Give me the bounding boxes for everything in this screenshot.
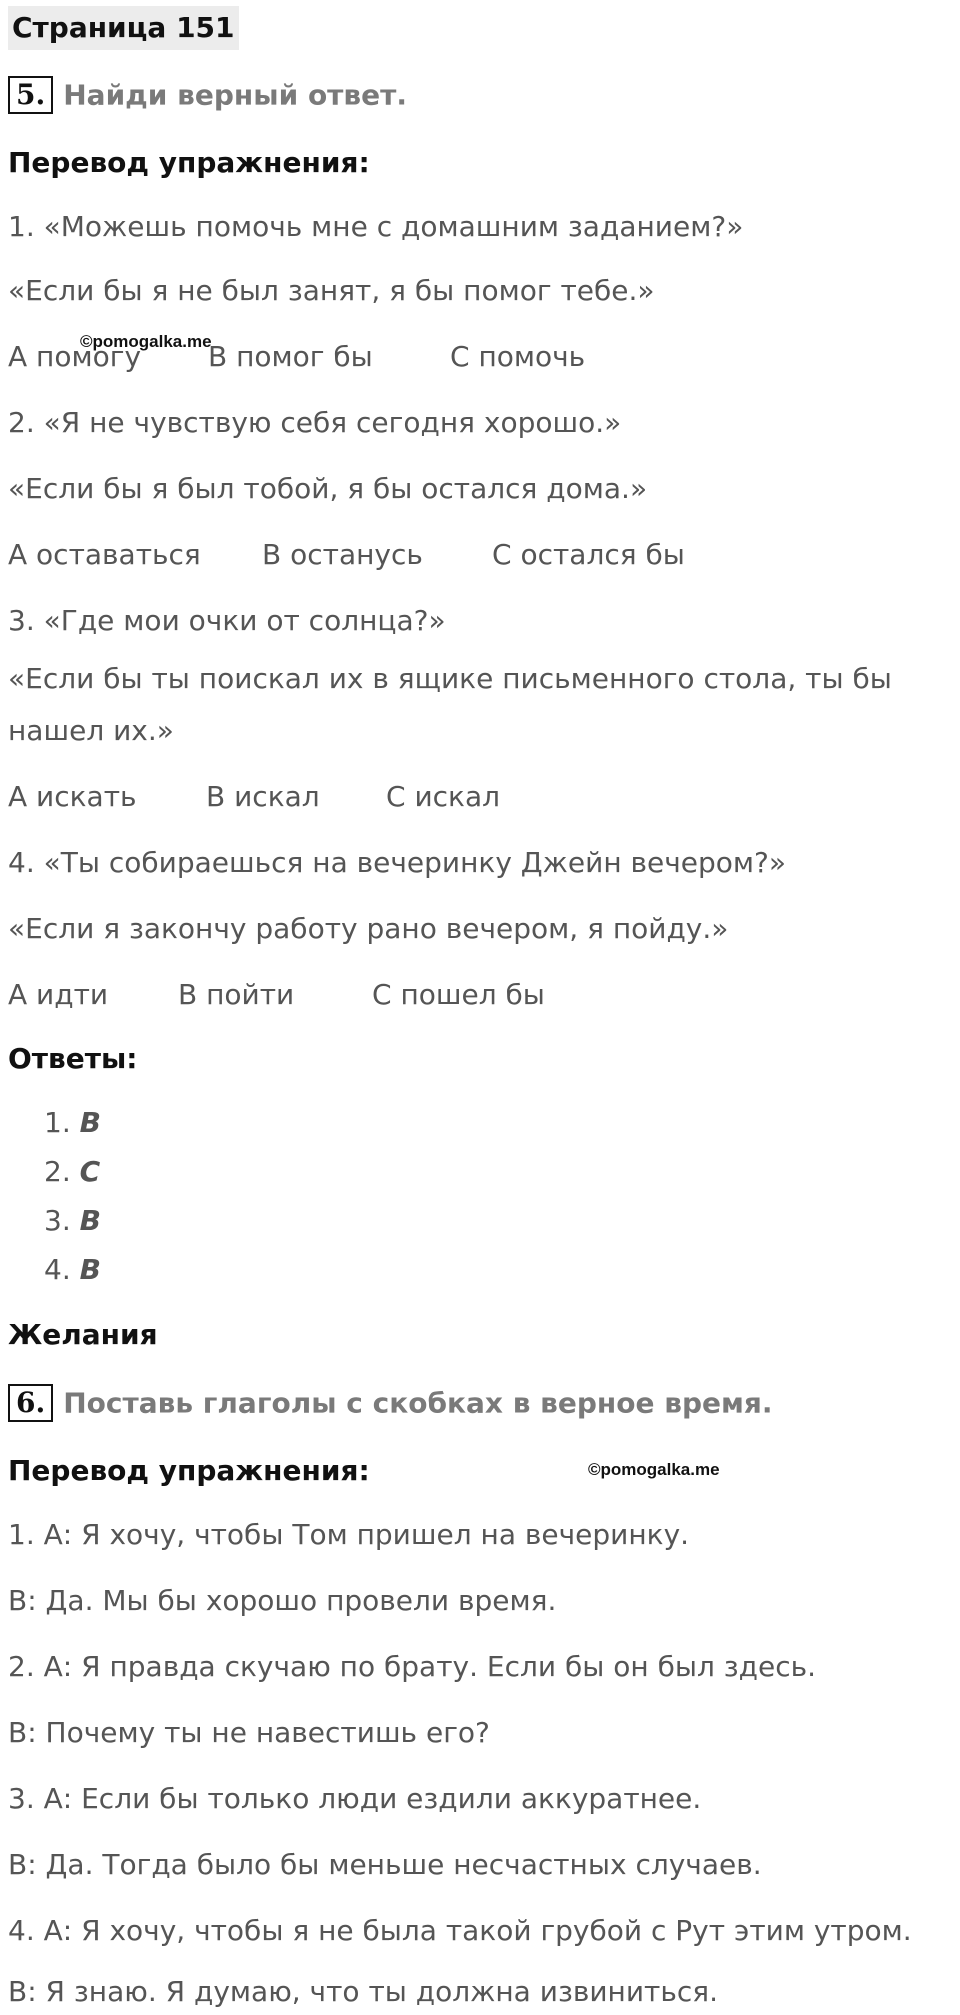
ex5-translation-heading: Перевод упражнения: — [8, 146, 370, 179]
answer-1-value: B — [79, 1106, 101, 1139]
ex5-line-8: 4. «Ты собираешься на вечеринку Джейн вечером?» — [8, 846, 787, 879]
exercise-5-header — [8, 76, 407, 114]
answer-3-value: B — [79, 1204, 101, 1237]
ex5-q2-option-a: А оставаться — [8, 538, 201, 571]
ex5-q2-option-c: С остался бы — [492, 538, 685, 571]
ex5-q2-option-b: В останусь — [262, 538, 423, 571]
ex5-q1-option-c: С помочь — [450, 340, 586, 373]
exercise-6-number: 6. — [8, 1384, 53, 1422]
answer-4 — [44, 1253, 101, 1286]
ex6-line-4: B: Почему ты не навестишь его? — [8, 1716, 490, 1749]
ex5-line-3: 2. «Я не чувствую себя сегодня хорошо.» — [8, 406, 622, 439]
ex5-q3-option-a: А искать — [8, 780, 137, 813]
ex6-line-8: B: Я знаю. Я думаю, что ты должна извиниться. — [8, 1975, 718, 2008]
exercise-6-header — [8, 1384, 773, 1422]
exercise-5-instruction: Найди верный ответ. — [63, 78, 407, 112]
watermark-2: ©pomogalka.me — [588, 1460, 720, 1479]
page-title: Страница 151 — [8, 6, 239, 50]
ex6-line-3: 2. А: Я правда скучаю по брату. Если бы он был здесь. — [8, 1650, 817, 1683]
ex5-line-6: «Если бы ты поискал их в ящике письменного стола, ты бы — [8, 662, 892, 695]
watermark-1: ©pomogalka.me — [80, 332, 212, 351]
ex5-line-9: «Если я закончу работу рано вечером, я пойду.» — [8, 912, 729, 945]
ex5-line-7: нашел их.» — [8, 714, 174, 747]
ex5-q4-option-c: С пошел бы — [372, 978, 545, 1011]
ex5-line-5: 3. «Где мои очки от солнца?» — [8, 604, 446, 637]
ex6-line-5: 3. А: Если бы только люди ездили аккуратнее. — [8, 1782, 702, 1815]
ex6-line-6: B: Да. Тогда было бы меньше несчастных случаев. — [8, 1848, 762, 1881]
ex5-q4-option-b: В пойти — [178, 978, 295, 1011]
ex5-q3-option-b: В искал — [206, 780, 320, 813]
section-heading: Желания — [8, 1318, 158, 1351]
answer-2-num: 2. — [44, 1155, 71, 1188]
ex5-line-4: «Если бы я был тобой, я бы остался дома.» — [8, 472, 648, 505]
exercise-5-number: 5. — [8, 76, 53, 114]
ex6-line-7: 4. А: Я хочу, чтобы я не была такой грубой с Рут этим утром. — [8, 1914, 912, 1947]
answer-4-value: B — [79, 1253, 101, 1286]
ex5-line-1: 1. «Можешь помочь мне с домашним заданием?» — [8, 210, 744, 243]
ex5-line-2: «Если бы я не был занят, я бы помог тебе.» — [8, 274, 655, 307]
answer-2-value: C — [79, 1155, 101, 1188]
ex6-line-1: 1. А: Я хочу, чтобы Том пришел на вечеринку. — [8, 1518, 690, 1551]
ex5-q1-option-b: В помог бы — [208, 340, 373, 373]
answer-3-num: 3. — [44, 1204, 71, 1237]
answer-3 — [44, 1204, 101, 1237]
ex6-line-2: B: Да. Мы бы хорошо провели время. — [8, 1584, 557, 1617]
ex5-q3-option-c: С искал — [386, 780, 501, 813]
ex6-translation-heading: Перевод упражнения: — [8, 1454, 370, 1487]
answers-heading: Ответы: — [8, 1042, 138, 1075]
answer-1-num: 1. — [44, 1106, 71, 1139]
answer-2 — [44, 1155, 100, 1188]
exercise-6-instruction: Поставь глаголы с скобках в верное время. — [63, 1386, 773, 1420]
ex5-q1-option-a: А помогу — [8, 340, 142, 373]
ex5-q4-option-a: А идти — [8, 978, 109, 1011]
answer-4-num: 4. — [44, 1253, 71, 1286]
answer-1 — [44, 1106, 101, 1139]
